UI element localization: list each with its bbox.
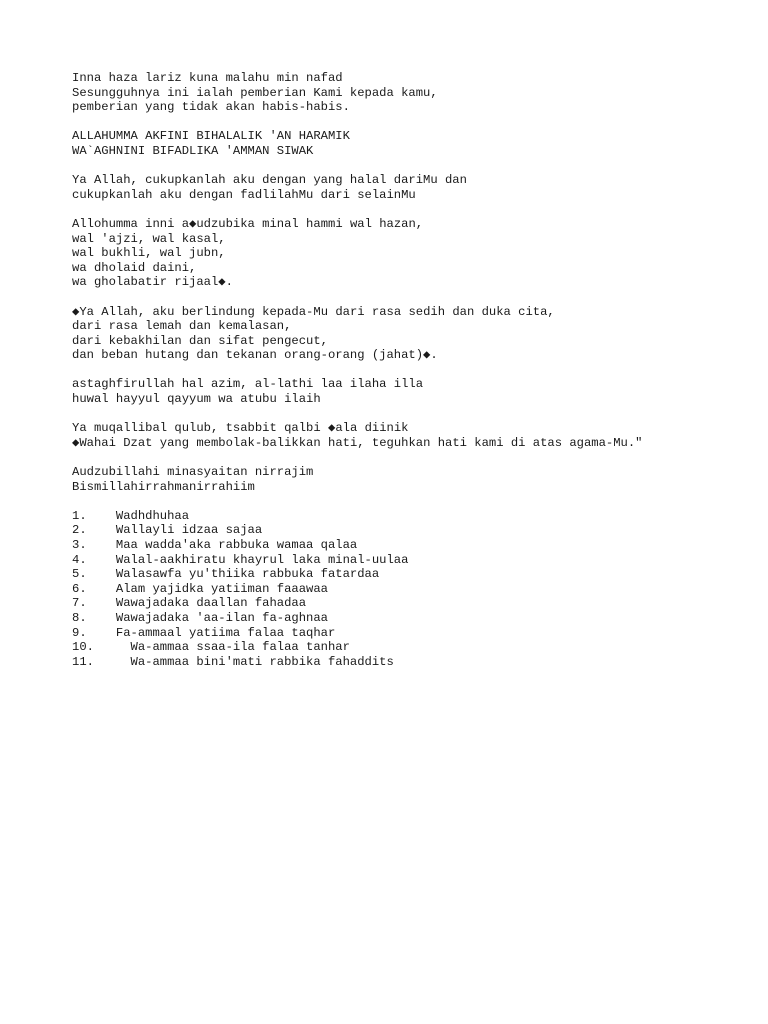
document-page bbox=[72, 71, 752, 669]
list-item: 2. Wallayli idzaa sajaa bbox=[72, 523, 263, 538]
list-item: 1. Wadhdhuhaa bbox=[72, 508, 190, 523]
text-line: dari rasa lemah dan kemalasan, bbox=[72, 319, 292, 334]
text-line: cukupkanlah aku dengan fadlilahMu dari selainMu bbox=[72, 187, 416, 202]
list-item: 10. Wa-ammaa ssaa-ila falaa tanhar bbox=[72, 640, 350, 655]
paragraph-istighfar bbox=[72, 377, 752, 406]
text-line: Bismillahirrahmanirrahiim bbox=[72, 479, 255, 494]
text-line: astaghfirullah hal azim, al-lathi laa ilaha illa bbox=[72, 377, 424, 392]
list-item: 5. Walasawfa yu'thiika rabbuka fatardaa bbox=[72, 567, 380, 582]
list-item: 7. Wawajadaka daallan fahadaa bbox=[72, 596, 307, 611]
text-line: wal bukhli, wal jubn, bbox=[72, 246, 226, 261]
list-item: 3. Maa wadda'aka rabbuka wamaa qalaa bbox=[72, 538, 358, 552]
text-line: dan beban hutang dan tekanan orang-orang (jahat)◆. bbox=[72, 348, 438, 363]
text-line: ◆Wahai Dzat yang membolak-balikkan hati, teguhkan hati kami di atas agama-Mu." bbox=[72, 435, 643, 450]
text-line: ◆Ya Allah, aku berlindung kepada-Mu dari rasa sedih dan duka cita, bbox=[72, 304, 555, 319]
text-line: Audzubillahi minasyaitan nirrajim bbox=[72, 465, 314, 480]
text-line: WA`AGHNINI BIFADLIKA 'AMMAN SIWAK bbox=[72, 143, 314, 158]
text-line: wal 'ajzi, wal kasal, bbox=[72, 231, 226, 246]
text-line: Sesungguhnya ini ialah pemberian Kami kepada kamu, bbox=[72, 85, 438, 100]
paragraph-doa-akfini bbox=[72, 129, 752, 158]
text-line: Inna haza lariz kuna malahu min nafad bbox=[72, 71, 343, 85]
text-line: Ya Allah, cukupkanlah aku dengan yang halal dariMu dan bbox=[72, 173, 467, 188]
text-line: dari kebakhilan dan sifat pengecut, bbox=[72, 333, 328, 348]
text-line: pemberian yang tidak akan habis-habis. bbox=[72, 100, 350, 115]
paragraph-taawudz-basmalah bbox=[72, 465, 752, 494]
paragraph-doa-hammi bbox=[72, 217, 752, 290]
text-line: ALLAHUMMA AKFINI BIHALALIK 'AN HARAMIK bbox=[72, 129, 350, 144]
text-line: Ya muqallibal qulub, tsabbit qalbi ◆ala diinik bbox=[72, 421, 409, 436]
list-item: 4. Walal-aakhiratu khayrul laka minal-uulaa bbox=[72, 552, 409, 567]
paragraph-muqallibal-qulub bbox=[72, 421, 752, 450]
list-item: 8. Wawajadaka 'aa-ilan fa-aghnaa bbox=[72, 610, 328, 625]
text-line: Allohumma inni a◆udzubika minal hammi wal hazan, bbox=[72, 216, 424, 231]
paragraph-doa-akfini-translation bbox=[72, 173, 752, 202]
list-item: 9. Fa-ammaal yatiima falaa taqhar bbox=[72, 625, 336, 640]
list-item: 6. Alam yajidka yatiiman faaawaa bbox=[72, 581, 328, 596]
text-line: wa gholabatir rijaal◆. bbox=[72, 275, 233, 290]
paragraph-pemberian bbox=[72, 71, 752, 115]
paragraph-doa-hammi-translation bbox=[72, 305, 752, 363]
list-item: 11. Wa-ammaa bini'mati rabbika fahaddits bbox=[72, 654, 394, 669]
text-line: huwal hayyul qayyum wa atubu ilaih bbox=[72, 392, 321, 407]
numbered-list bbox=[72, 509, 752, 670]
text-line: wa dholaid daini, bbox=[72, 260, 197, 275]
